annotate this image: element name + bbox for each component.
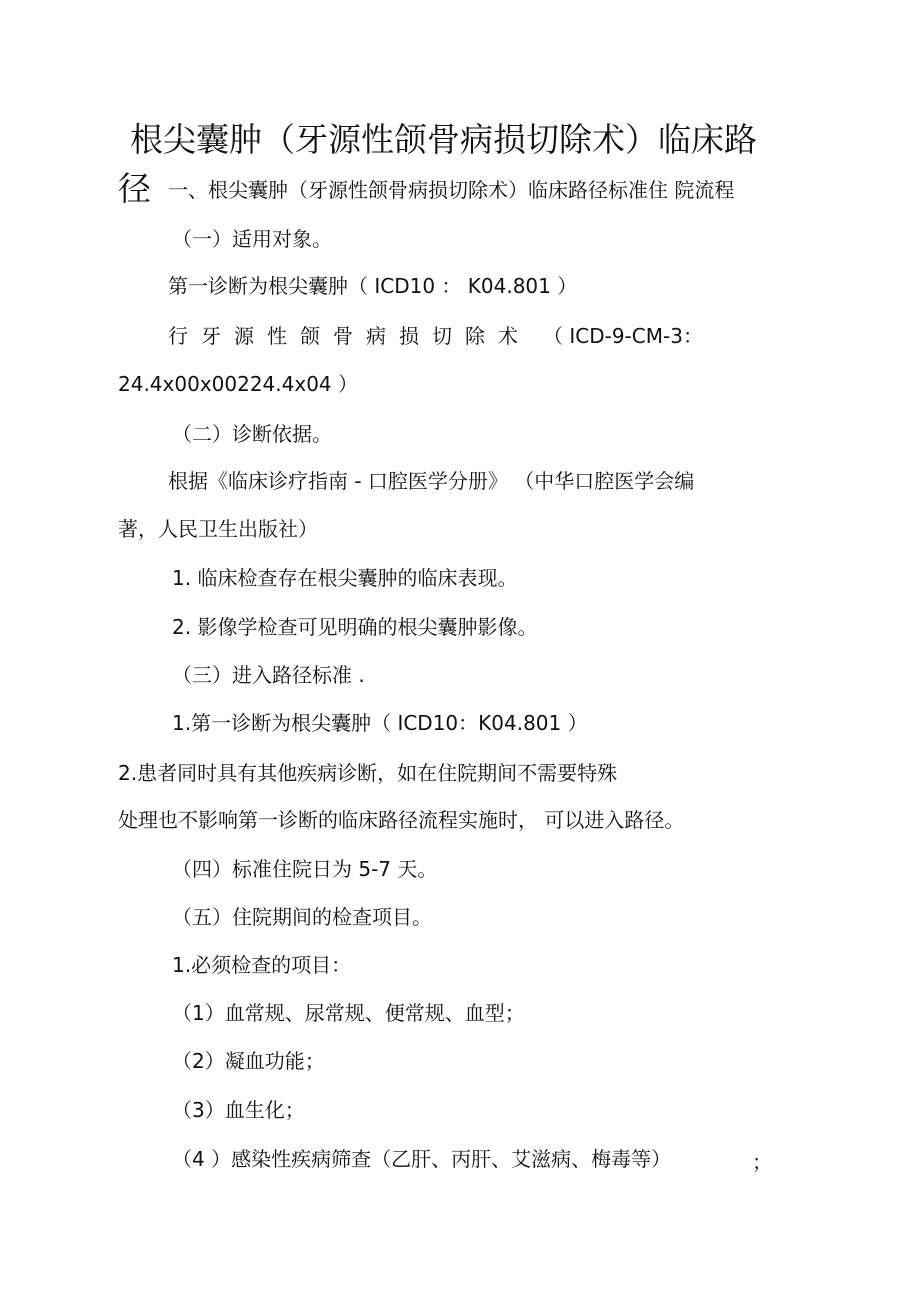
- list-item: 1. 临床检查存在根尖囊肿的临床表现。: [172, 566, 518, 590]
- text-line: （五）住院期间的检查项目。: [172, 905, 432, 929]
- list-item: 2.患者同时具有其他疾病诊断，如在住院期间不需要特殊: [118, 761, 618, 785]
- list-item: （3）血生化；: [172, 1098, 305, 1122]
- list-item: （4 ）感染性疾病筛查（乙肝、丙肝、艾滋病、梅毒等）: [172, 1147, 672, 1171]
- list-item: 2. 影像学检查可见明确的根尖囊肿影像。: [172, 615, 538, 639]
- document-title-line1: 根尖囊肿（牙源性颌骨病损切除术）临床路: [130, 120, 757, 159]
- text-line: （ ICD-9-CM-3：: [543, 324, 703, 348]
- list-item: 1.第一诊断为根尖囊肿（ ICD10：K04.801 ）: [172, 711, 588, 735]
- text-line: 行牙源性颌骨病损切除术: [168, 324, 531, 348]
- list-item: 1.必须检查的项目：: [172, 953, 352, 977]
- text-line: 第一诊断为根尖囊肿（ ICD10 ： K04.801 ）: [168, 274, 578, 298]
- list-item: （1）血常规、尿常规、便常规、血型；: [172, 1001, 525, 1025]
- text-line: 根据《临床诊疗指南 - 口腔医学分册》 （中华口腔医学会编: [168, 469, 695, 493]
- document-title-line2: 径: [118, 169, 151, 208]
- text-line: 著，人民卫生出版社）: [118, 517, 318, 541]
- list-item: （2）凝血功能；: [172, 1049, 325, 1073]
- text-line: （一）适用对象。: [172, 227, 332, 251]
- section-heading: 一、根尖囊肿（牙源性颌骨病损切除术）临床路径标准住 院流程: [168, 178, 735, 202]
- text-line: 处理也不影响第一诊断的临床路径流程实施时， 可以进入路径。: [118, 808, 685, 832]
- text-line: （二）诊断依据。: [172, 422, 332, 446]
- text-line: （四）标准住院日为 5-7 天。: [172, 857, 438, 881]
- text-line: （三）进入路径标准 .: [172, 663, 365, 687]
- trailing-semicolon: ；: [752, 1150, 772, 1174]
- text-line: 24.4x00x00224.4x04 ）: [118, 372, 358, 396]
